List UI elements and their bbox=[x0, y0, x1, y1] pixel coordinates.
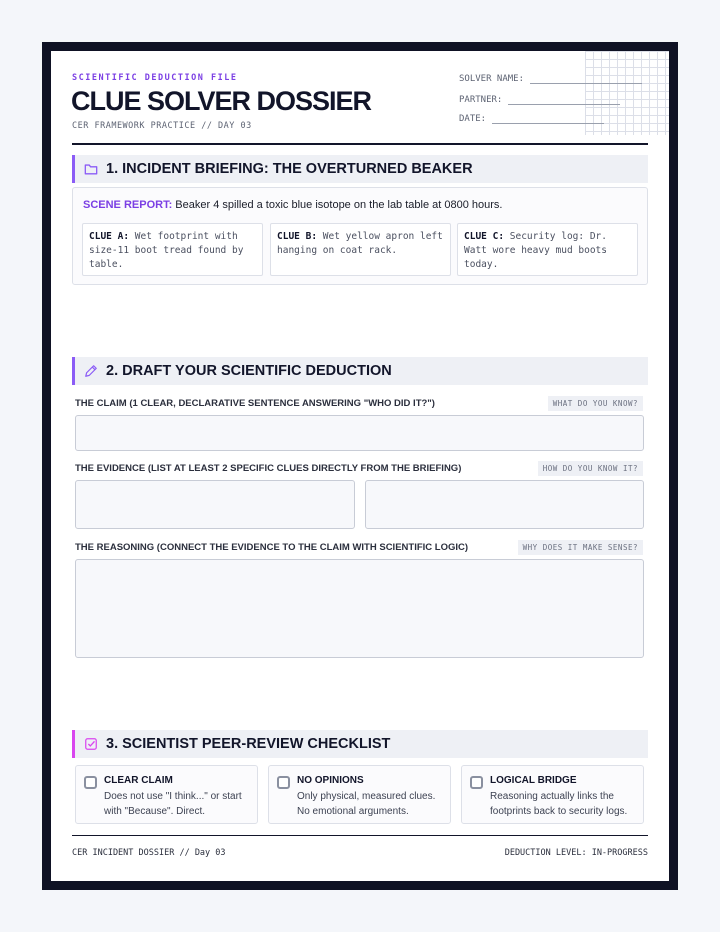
checkbox-icon bbox=[84, 737, 98, 751]
scene-report-text: Beaker 4 spilled a toxic blue isotope on the lab table at 0800 hours. bbox=[172, 199, 503, 211]
reasoning-label: THE REASONING (CONNECT THE EVIDENCE TO THE CLAIM WITH SCIENTIFIC LOGIC) bbox=[75, 542, 469, 553]
solver-name-line bbox=[530, 75, 642, 84]
section-1-header bbox=[72, 155, 648, 183]
evidence-input-1[interactable] bbox=[75, 480, 355, 529]
clue-b-label: CLUE B: bbox=[277, 231, 318, 242]
footer-divider bbox=[72, 835, 648, 836]
folder-icon bbox=[84, 162, 98, 176]
checkbox[interactable] bbox=[470, 776, 483, 789]
checklist-item-desc: Reasoning actually links the footprints back to security logs. bbox=[490, 791, 628, 817]
clue-a-text: Wet footprint with size-11 boot tread found by table. bbox=[89, 231, 244, 270]
clue-a-card bbox=[82, 223, 263, 276]
checklist-item-title: LOGICAL BRIDGE bbox=[490, 775, 577, 786]
section-2-header bbox=[72, 357, 648, 385]
incident-briefing-card bbox=[72, 187, 648, 285]
evidence-input-2[interactable] bbox=[365, 480, 644, 529]
checklist-item-desc: Only physical, measured clues. No emotional arguments. bbox=[297, 791, 436, 817]
clue-c-label: CLUE C: bbox=[464, 231, 505, 242]
checklist-item-no-opinions[interactable] bbox=[268, 765, 451, 824]
page-title: CLUE SOLVER DOSSIER bbox=[71, 86, 372, 116]
solver-name-label: SOLVER NAME: bbox=[459, 74, 525, 84]
section-1-title: 1. INCIDENT BRIEFING: THE OVERTURNED BEAKER bbox=[106, 161, 473, 177]
reasoning-input[interactable] bbox=[75, 559, 644, 658]
claim-tag: WHAT DO YOU KNOW? bbox=[548, 396, 643, 411]
checklist-item-desc: Does not use "I think..." or start with "Because". Direct. bbox=[104, 791, 242, 817]
pencil-icon bbox=[84, 364, 98, 378]
clue-c-card bbox=[457, 223, 638, 276]
evidence-tag: HOW DO YOU KNOW IT? bbox=[538, 461, 643, 476]
claim-label: THE CLAIM (1 CLEAR, DECLARATIVE SENTENCE ANSWERING "WHO DID IT?") bbox=[75, 398, 435, 409]
clue-b-text: Wet yellow apron left hanging on coat rack. bbox=[277, 231, 443, 256]
evidence-label: THE EVIDENCE (LIST AT LEAST 2 SPECIFIC CLUES DIRECTLY FROM THE BRIEFING) bbox=[75, 463, 462, 474]
worksheet-page bbox=[51, 51, 669, 881]
checklist-item-title: NO OPINIONS bbox=[297, 775, 364, 786]
clue-c-text: Security log: Dr. Watt wore heavy mud boots today. bbox=[464, 231, 607, 270]
checklist-item-logical-bridge[interactable] bbox=[461, 765, 644, 824]
checklist-item-title: CLEAR CLAIM bbox=[104, 775, 173, 786]
date-field[interactable] bbox=[459, 114, 604, 124]
solver-name-field[interactable] bbox=[459, 74, 642, 84]
clue-b-card bbox=[270, 223, 451, 276]
partner-label: PARTNER: bbox=[459, 95, 503, 105]
claim-input[interactable] bbox=[75, 415, 644, 451]
scene-report-label: SCENE REPORT: bbox=[83, 199, 173, 211]
clue-a-label: CLUE A: bbox=[89, 231, 130, 242]
partner-field[interactable] bbox=[459, 95, 620, 105]
header-kicker: SCIENTIFIC DEDUCTION FILE bbox=[72, 73, 238, 83]
section-2-title: 2. DRAFT YOUR SCIENTIFIC DEDUCTION bbox=[106, 363, 392, 379]
section-3-header bbox=[72, 730, 648, 758]
footer-right: DEDUCTION LEVEL: IN-PROGRESS bbox=[504, 848, 648, 858]
scene-report bbox=[83, 199, 502, 211]
section-3-title: 3. SCIENTIST PEER-REVIEW CHECKLIST bbox=[106, 736, 391, 752]
header-divider bbox=[72, 143, 648, 145]
footer-left: CER INCIDENT DOSSIER // Day 03 bbox=[72, 848, 226, 858]
date-label: DATE: bbox=[459, 114, 487, 124]
partner-line bbox=[508, 96, 620, 105]
checklist-item-clear-claim[interactable] bbox=[75, 765, 258, 824]
reasoning-tag: WHY DOES IT MAKE SENSE? bbox=[518, 540, 643, 555]
checkbox[interactable] bbox=[277, 776, 290, 789]
checkbox[interactable] bbox=[84, 776, 97, 789]
date-line bbox=[492, 115, 604, 124]
page-subtitle: CER FRAMEWORK PRACTICE // DAY 03 bbox=[72, 121, 252, 131]
